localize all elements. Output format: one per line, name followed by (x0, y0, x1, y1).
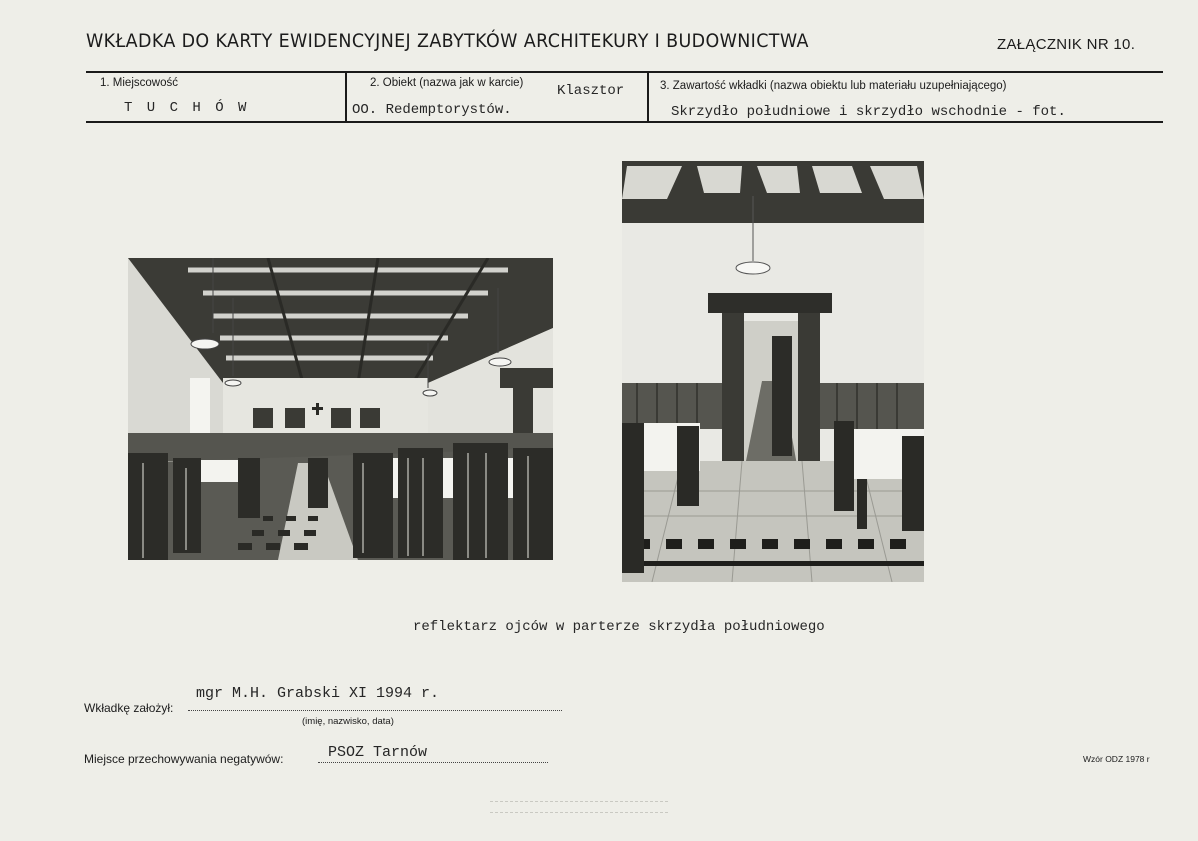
negatives-dotted-line (318, 762, 548, 763)
refectory-photo-south-image (128, 258, 553, 560)
locality-label: 1. Miejscowość (100, 77, 178, 89)
photo-caption: reflektarz ojców w parterze skrzydła południowego (413, 619, 825, 635)
form-code: Wzór ODZ 1978 r (1083, 754, 1150, 764)
table-divider-1 (345, 71, 347, 123)
faint-stamp-mark (490, 801, 668, 813)
refectory-photo-east (622, 161, 924, 582)
author-hint: (imię, nazwisko, data) (302, 716, 394, 727)
author-label: Wkładkę założył: (84, 701, 174, 715)
table-top-rule (86, 71, 1163, 73)
object-value-line-1: Klasztor (557, 83, 625, 99)
object-label: 2. Obiekt (nazwa jak w karcie) (370, 77, 524, 89)
refectory-photo-east-image (622, 161, 924, 582)
table-divider-2 (647, 71, 649, 123)
author-value: mgr M.H. Grabski XI 1994 r. (196, 685, 440, 702)
content-value: Skrzydło południowe i skrzydło wschodnie - fot. (671, 104, 1066, 120)
locality-value: T U C H Ó W (124, 100, 250, 116)
content-label: 3. Zawartość wkładki (nazwa obiektu lub materiału uzupełniającego) (660, 80, 1007, 92)
author-dotted-line (188, 710, 562, 711)
refectory-photo-south (128, 258, 553, 560)
table-bottom-rule (86, 121, 1163, 123)
negatives-value: PSOZ Tarnów (328, 744, 428, 761)
negatives-label: Miejsce przechowywania negatywów: (84, 752, 284, 766)
document-title: WKŁADKA DO KARTY EWIDENCYJNEJ ZABYTKÓW ARCHITEKURY I BUDOWNICTWA (86, 30, 809, 52)
annex-number: ZAŁĄCZNIK NR 10. (997, 36, 1136, 53)
object-value-line-2: OO. Redemptorystów. (352, 102, 512, 118)
